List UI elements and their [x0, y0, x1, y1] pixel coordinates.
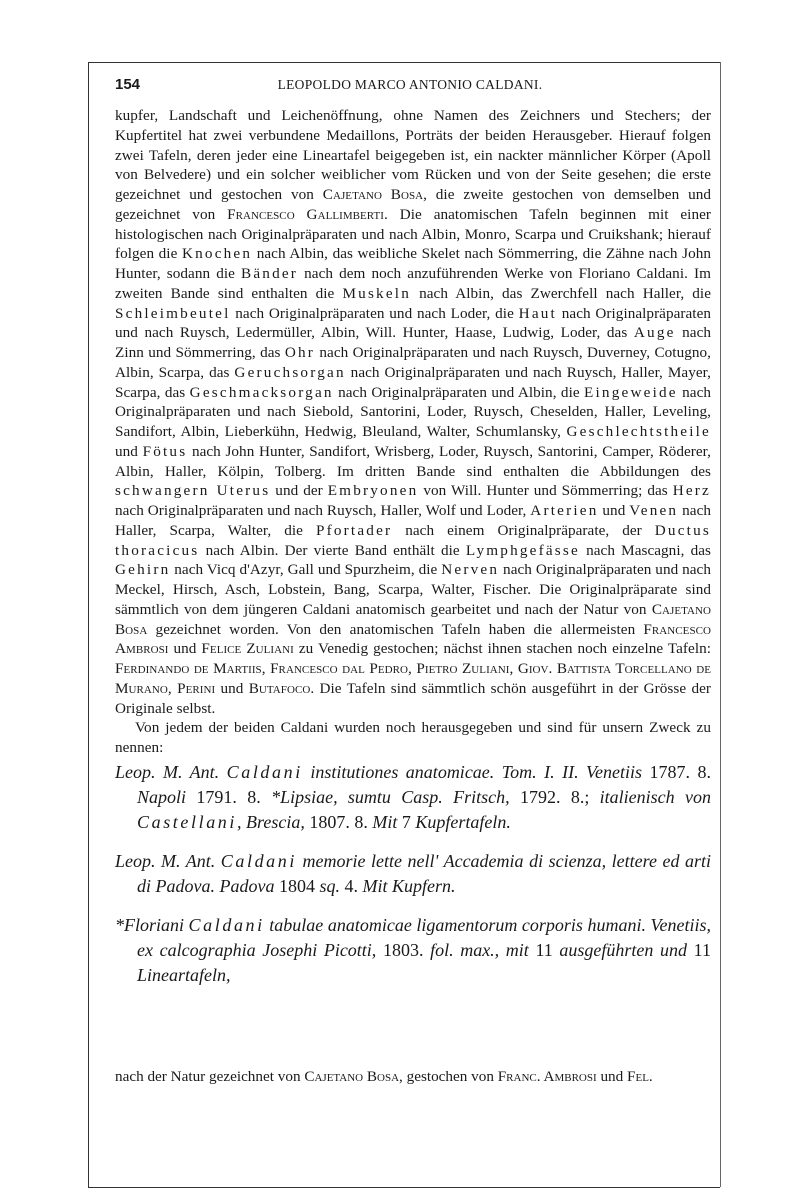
- spaced-term: Knochen: [181, 245, 253, 263]
- page-frame-right: [720, 62, 721, 1187]
- spaced-term: Herz: [672, 482, 711, 500]
- engraver-name: Franc. Ambrosi: [497, 1068, 597, 1085]
- page-frame-top: [88, 62, 720, 63]
- paragraph-1: kupfer, Landschaft und Leichenöffnung, ohne Namen des Zeichners und Stechers; der Kupfertitel hat zwei verbundene Medaillons, Porträts der beiden Herausgeber. Hierauf folgen zwei Tafeln, deren jeder eine Lineartafel beigegeben ist, ein nackter männlicher Körper (Apoll von Belvedere) und ein solcher weiblicher vom Rücken und von der Seite gesehen; die erste gezeichnet und gestochen von Cajetano Bosa, die zweite gestochen von demselben und gezeichnet von Francesco Gallimberti. Die anatomischen Tafeln beginnen mit einer histologischen nach Originalpräparaten und nach Albin, Monro, Scarpa und Cruikshank; hierauf folgen die Knochen nach Albin, das weibliche Skelet nach Sömmerring, die Zähne nach John Hunter, sodann die Bänder nach dem noch anzuführenden Werke von Floriano Caldani. Im zweiten Bande sind enthalten die Muskeln nach Albin, das Zwerchfell nach Haller, die Schleimbeutel nach Originalpräparaten und nach Loder, die Haut nach Originalpräparaten und nach Ruysch, Ledermüller, Albin, Will. Hunter, Haase, Ludwig, Loder, das Auge nach Zinn und Sömmerring, das Ohr nach Originalpräparaten und nach Ruysch, Duverney, Cotugno, Albin, Scarpa, das Geruchsorgan nach Originalpräparaten und nach Ruysch, Haller, Mayer, Scarpa, das Geschmacksorgan nach Originalpräparaten und Albin, die Eingeweide nach Originalpräparaten und nach Siebold, Santorini, Loder, Ruysch, Cheselden, Haller, Leveling, Sandifort, Albin, Lieberkühn, Hedwig, Bleuland, Walter, Schumlansky, Geschlechtstheile und Fötus nach John Hunter, Sandifort, Wrisberg, Loder, Ruysch, Santorini, Camper, Röderer, Albin, Haller, Kölpin, Tolberg. Im dritten Bande sind enthalten die Abbildungen des schwangern Uterus und der Embryonen von Will. Hunter und Sömmerring; das Herz nach Originalpräparaten und nach Ruysch, Haller, Wolf und Loder, Arterien und Venen nach Haller, Scarpa, Walter, die Pfortader nach einem Originalpräparate, der Ductus thoracicus nach Albin. Der vierte Band enthält die Lymphgefässe nach Mascagni, das Gehirn nach Vicq d'Azyr, Gall und Spurzheim, die Nerven nach Originalpräparaten und nach Meckel, Hirsch, Asch, Lobstein, Bang, Scarpa, Walter, Fischer. Die Originalpräparate sind sämmtlich von dem jüngeren Caldani anatomisch gearbeitet und nach der Natur von Cajetano Bosa gezeichnet worden. Von den anatomischen Tafeln haben die allermeisten Francesco Ambrosi und Felice Zuliani zu Venedig gestochen; nächst ihnen stachen noch einzelne Tafeln: Ferdinando de Martiis, Francesco dal Pedro, Pietro Zuliani, Giov. Battista Torcellano de Murano, Perini und Butafoco. Die Tafeln sind sämmtlich schön ausgeführt in der Grösse der Originale selbst.: [115, 107, 712, 717]
- spaced-term: Venen: [629, 502, 679, 519]
- reference-1: Leop. M. Ant. Caldani institutiones anatomicae. Tom. I. II. Venetiis 1787. 8. Napoli 1791. 8. *Lipsiae, sumtu Casp. Fritsch, 1792. 8.; italienisch von Castellani, Brescia, 1807. 8. Mit 7 Kupfertafeln.: [115, 762, 712, 832]
- reference-2: Leop. M. Ant. Caldani memorie lette nell' Accademia di scienza, lettere ed arti di Padova. Padova 1804 sq. 4. Mit Kupfern.: [115, 851, 711, 896]
- reference-3: *Floriani Caldani tabulae anatomicae ligamentorum corporis humani. Venetiis, ex calcographia Josephi Picotti, 1803. fol. max., mit 11 ausgeführten und 11 Lineartafeln,: [115, 915, 711, 985]
- engraver-name: Cajetano Bosa: [304, 1068, 400, 1085]
- spaced-term: Schleimbeutel: [115, 304, 231, 322]
- engraver-name: Francesco dal Pedro: [270, 660, 409, 677]
- spaced-term: Ohr: [284, 344, 316, 361]
- engraver-name: Fel.: [627, 1068, 653, 1085]
- engraver-name: Cajetano Bosa: [115, 600, 711, 638]
- page-frame-bottom: [88, 1187, 720, 1188]
- spaced-term: Lymphgefässe: [465, 541, 580, 559]
- author-name: Caldani: [188, 915, 265, 935]
- page-number: 154: [115, 76, 141, 93]
- spaced-term: Auge: [633, 324, 676, 342]
- spaced-term: Gehirn: [115, 561, 171, 579]
- bibliography: [115, 760, 711, 1002]
- spaced-term: Pfortader: [315, 521, 393, 539]
- spaced-term: Geschlechtstheile: [566, 423, 711, 440]
- page-header: [115, 76, 705, 98]
- running-head: LEOPOLDO MARCO ANTONIO CALDANI.: [277, 77, 543, 92]
- spaced-term: Fötus: [142, 442, 188, 460]
- author-name: Caldani: [220, 851, 297, 871]
- page-frame-left: [88, 62, 89, 1187]
- engraver-name: Felice Zuliani: [201, 640, 294, 658]
- engraver-name: Francesco Gallimberti: [227, 205, 385, 223]
- spaced-term: Nerven: [441, 561, 500, 579]
- spaced-term: Arterien: [530, 502, 599, 519]
- spaced-term: Eingeweide: [584, 383, 678, 401]
- spaced-term: Haut: [518, 304, 557, 322]
- author-name: Castellani: [137, 812, 238, 832]
- spaced-term: Muskeln: [342, 284, 412, 302]
- engraver-name: Pietro Zuliani: [416, 660, 510, 677]
- paragraph-2: Von jedem der beiden Caldani wurden noch herausgegeben und sind für unsern Zweck zu nennen:: [115, 719, 711, 756]
- body-text: [115, 106, 711, 758]
- spaced-term: Ductus thoracicus: [115, 521, 711, 559]
- spaced-term: Embryonen: [327, 482, 419, 500]
- spaced-term: Bänder: [241, 265, 299, 282]
- continuation-line: nach der Natur gezeichnet von Cajetano Bosa, gestochen von Franc. Ambrosi und Fel.: [115, 1068, 653, 1085]
- spaced-term: schwangern Uterus: [115, 482, 271, 500]
- author-name: Caldani: [226, 762, 303, 782]
- engraver-name: Ferdinando de Martiis: [115, 660, 262, 677]
- spaced-term: Geschmacksorgan: [189, 383, 334, 401]
- engraver-name: Butafoco: [248, 679, 311, 697]
- engraver-name: Giov. Battista Torcellano de Murano: [115, 660, 711, 697]
- engraver-name: Cajetano Bosa: [322, 186, 424, 203]
- spaced-term: Geruchsorgan: [234, 363, 346, 381]
- engraver-name: Perini: [177, 679, 216, 697]
- engraver-name: Francesco Ambrosi: [115, 620, 711, 658]
